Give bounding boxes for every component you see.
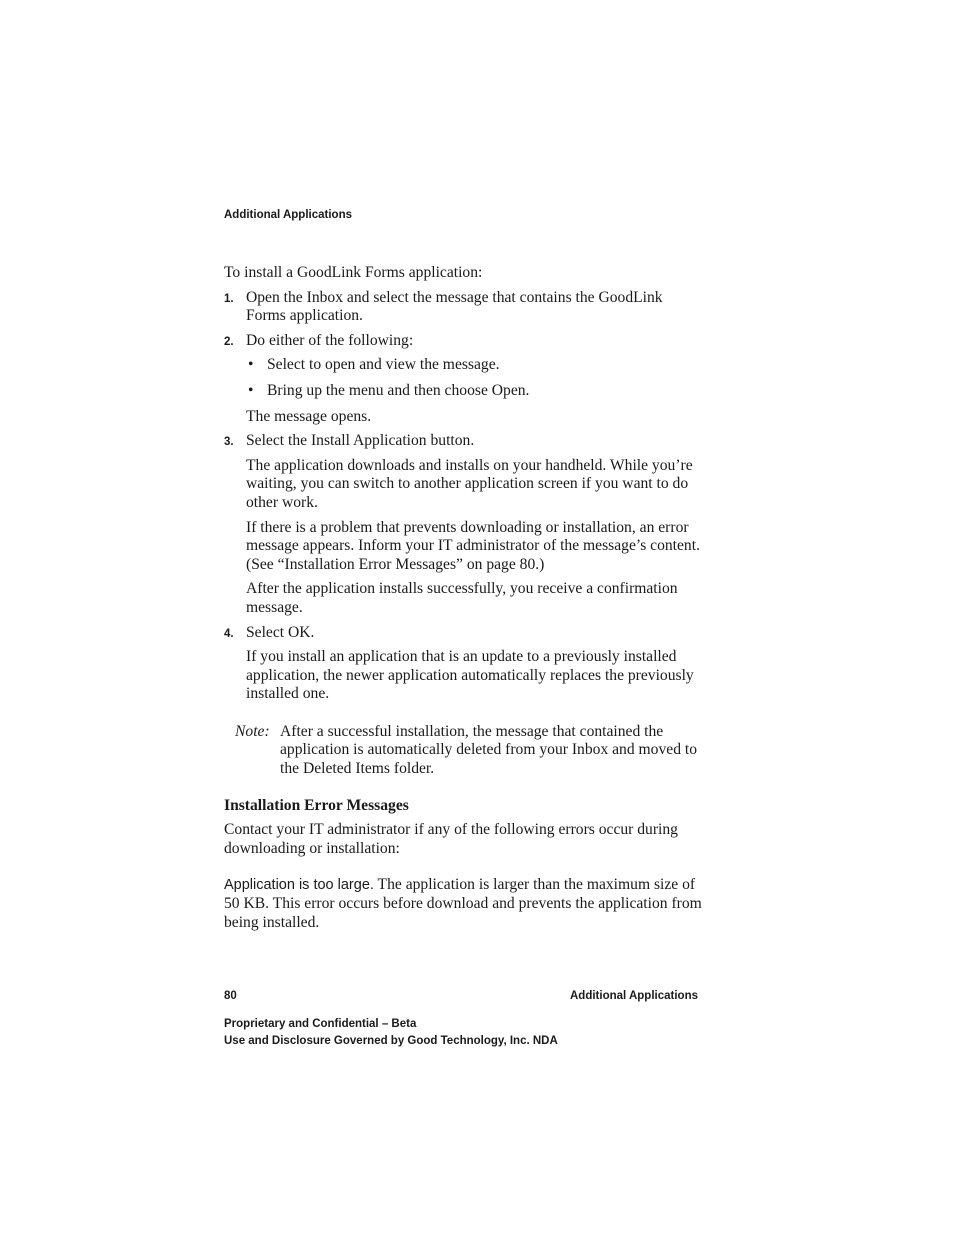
- step-3-paragraph: The application downloads and installs on your handheld. While you’re waiting, you can switch to another application screen if you want to do other work.: [246, 456, 693, 511]
- section-heading: Installation Error Messages: [224, 796, 409, 814]
- note-block: [224, 723, 702, 779]
- step-3-paragraph: If there is a problem that prevents downloading or installation, an error message appears. Inform your IT administrator of the message’s content. (See “Installation Error Messages” on page 80.): [246, 518, 700, 573]
- note-label: Note:: [235, 722, 270, 740]
- step-number: 2.: [224, 335, 234, 348]
- confidentiality-notice: [224, 1016, 558, 1049]
- step-2-result: The message opens.: [246, 407, 372, 425]
- error-term: Application is too large.: [224, 877, 374, 894]
- confidentiality-line: Use and Disclosure Governed by Good Technology, Inc. NDA: [224, 1034, 558, 1047]
- step-4-paragraph: If you install an application that is an update to a previously installed application, the newer application automatically replaces the previously installed one.: [246, 648, 694, 703]
- step-3-paragraph: After the application installs successfully, you receive a confirmation message.: [246, 580, 678, 616]
- step-4: [224, 624, 702, 643]
- step-2: [224, 332, 702, 351]
- list-item-text: Select to open and view the message.: [267, 356, 500, 374]
- bullet-icon: •: [248, 381, 254, 399]
- step-number: 4.: [224, 627, 234, 640]
- footer-chapter-title: Additional Applications: [570, 990, 698, 1002]
- step-2-bullet-list: [246, 356, 702, 400]
- page-number: 80: [224, 990, 237, 1002]
- step-text: Select the Install Application button.: [246, 432, 475, 450]
- step-number: 1.: [224, 292, 234, 305]
- running-header: Additional Applications: [224, 209, 352, 221]
- error-description: The application is larger than the maximum size of 50 KB. This error occurs before download and prevents the application from being installed.: [224, 876, 702, 931]
- list-item-text: Bring up the menu and then choose Open.: [267, 381, 530, 399]
- step-text: Select OK.: [246, 623, 315, 641]
- step-text: Open the Inbox and select the message that contains the GoodLink Forms application.: [246, 288, 663, 325]
- section-intro: Contact your IT administrator if any of the following errors occur during downloading or installation:: [224, 821, 678, 857]
- error-entry: [224, 876, 702, 932]
- list-item: [246, 382, 702, 401]
- step-number: 3.: [224, 436, 234, 449]
- body-text: [224, 264, 702, 938]
- note-text: After a successful installation, the message that contained the application is automatically deleted from your Inbox and moved to the Deleted Items folder.: [280, 722, 698, 778]
- bullet-icon: •: [248, 356, 254, 374]
- step-3: [224, 432, 702, 451]
- confidentiality-line: Proprietary and Confidential – Beta: [224, 1018, 417, 1030]
- intro-paragraph: To install a GoodLink Forms application:: [224, 264, 483, 281]
- list-item: [246, 356, 702, 375]
- step-text: Do either of the following:: [246, 331, 414, 349]
- step-1: [224, 289, 702, 326]
